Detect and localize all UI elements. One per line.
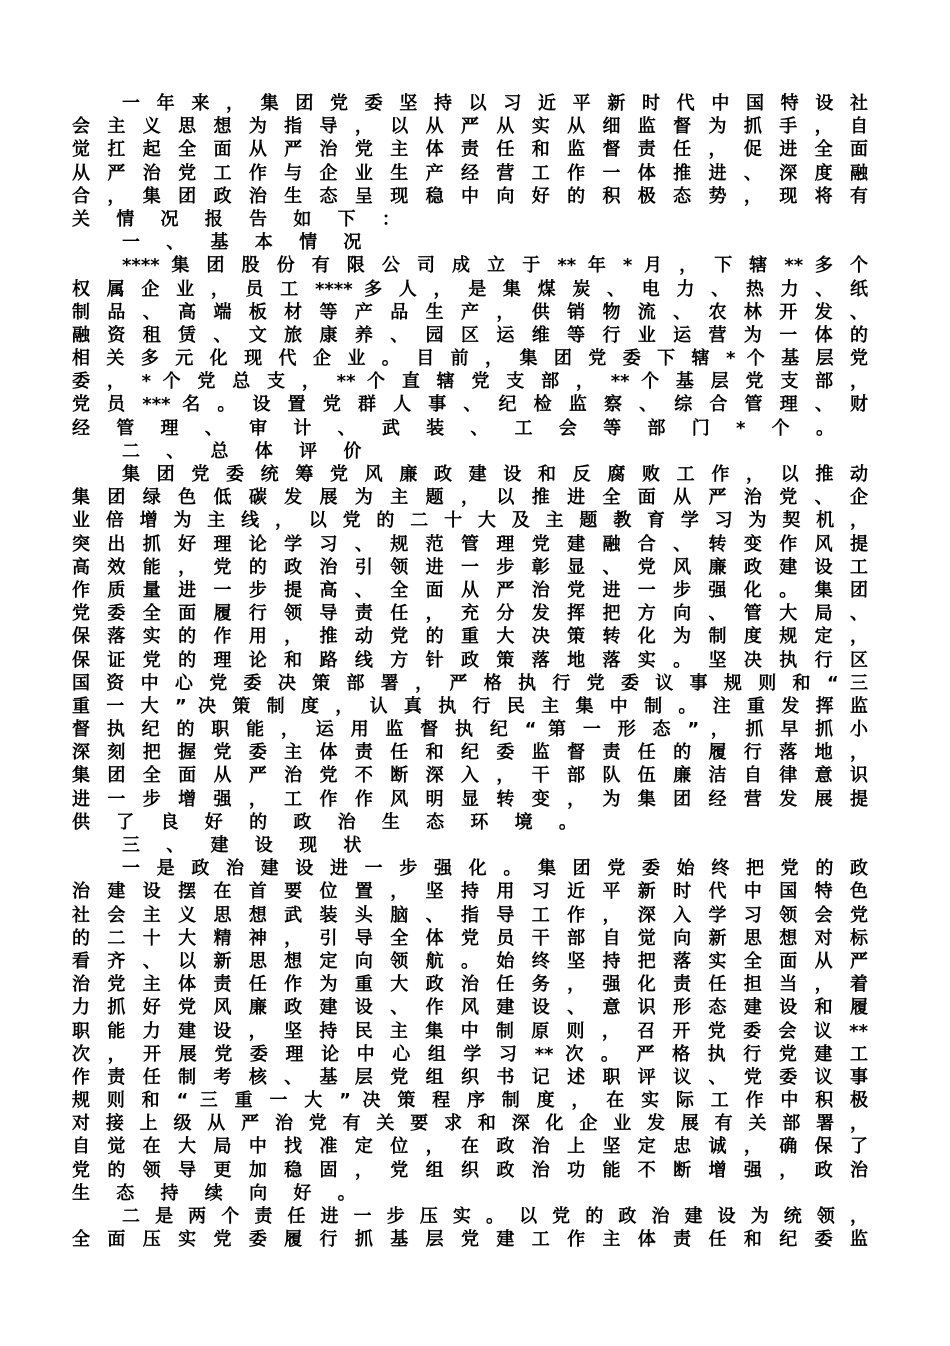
text-line: 集 团 全 面 从 严 治 党 不 断 深 入 ， 干 部 队 伍 廉 洁 自 律 意 识 (72, 765, 868, 787)
text-line: 从 严 治 党 工 作 与 企 业 生 产 经 营 工 作 一 体 推 进 、 深 度 融 (72, 162, 868, 184)
text-line: 二 是 两 个 责 任 进 一 步 压 实 。 以 党 的 政 治 建 设 为 统 领 ， (122, 1206, 868, 1227)
text-line: 保 落 实 的 作 用 ， 推 动 党 的 重 大 决 策 转 化 为 制 度 规 定 ， (72, 626, 868, 648)
text-line: 重 一 大 ” 决 策 制 度 ， 认 真 执 行 民 主 集 中 制 。 注 重 发 挥 监 (72, 695, 868, 717)
text-line: 党 委 全 面 履 行 领 导 责 任 ， 充 分 发 挥 把 方 向 、 管 大 局 、 (72, 603, 868, 625)
text-line: **** 集 团 股 份 有 限 公 司 成 立 于 ** 年 * 月 ， 下 辖 ** 多 个 (122, 255, 868, 277)
text-line: 职 能 力 建 设 ， 坚 持 民 主 集 中 制 原 则 ， 召 开 党 委 会 议 ** (72, 1020, 868, 1042)
text-line: 对 接 上 级 从 严 治 党 有 关 要 求 和 深 化 企 业 发 展 有 关 部 署 ， (72, 1113, 868, 1135)
text-line: 治 建 设 摆 在 首 要 位 置 ， 坚 持 用 习 近 平 新 时 代 中 国 特 色 (72, 881, 868, 903)
text-line: 深 刻 把 握 党 委 主 体 责 任 和 纪 委 监 督 责 任 的 履 行 落 地 ， (72, 742, 868, 764)
text-line: 进 一 步 增 强 ， 工 作 作 风 明 显 转 变 ， 为 集 团 经 营 发 展 提 (72, 788, 868, 810)
text-line: 督 执 纪 的 职 能 ， 运 用 监 督 执 纪 “ 第 一 形 态 ” ， 抓 早 抓 小 (72, 719, 868, 741)
text-line: 融 资 租 赁 、 文 旅 康 养 、 园 区 运 维 等 行 业 运 营 为 一 体 的 (72, 324, 868, 346)
text-line: 制 品 、 高 端 板 材 等 产 品 生 产 ， 供 销 物 流 、 农 林 开 发 、 (72, 301, 868, 323)
text-line: 权 属 企 业 ， 员 工 **** 多 人 ， 是 集 煤 炭 、 电 力 、 热 力 、 纸 (72, 278, 868, 300)
text-line: 党 员 *** 名 。 设 置 党 群 人 事 、 纪 检 监 察 、 综 合 管 理 、 财 (72, 394, 868, 416)
text-line: 社 会 主 义 思 想 武 装 头 脑 、 指 导 工 作 ， 深 入 学 习 领 会 党 (72, 904, 868, 926)
text-line: 全 面 压 实 党 委 履 行 抓 基 层 党 建 工 作 主 体 责 任 和 纪 委 监 (72, 1229, 868, 1251)
text-line: 党 的 领 导 更 加 稳 固 ， 党 组 织 政 治 功 能 不 断 增 强 ， 政 治 (72, 1159, 868, 1181)
text-line: 觉 扛 起 全 面 从 严 治 党 主 体 责 任 和 监 督 责 任 ， 促 进 全 面 (72, 139, 868, 161)
text-line: 规 则 和 “ 三 重 一 大 ” 决 策 程 序 制 度 ， 在 实 际 工 作 中 积 极 (72, 1090, 868, 1112)
text-line: 一 是 政 治 建 设 进 一 步 强 化 。 集 团 党 委 始 终 把 党 的 政 (122, 858, 868, 880)
text-line: 会 主 义 思 想 为 指 导 ， 以 从 严 从 实 从 细 监 督 为 抓 手 ， 自 (72, 116, 868, 138)
text-line: 关 情 况 报 告 如 下 ： (72, 208, 410, 230)
text-line: 经 管 理 、 审 计 、 武 装 、 工 会 等 部 门 * 个 。 (72, 417, 844, 439)
text-line: 作 责 任 制 考 核 、 基 层 党 组 织 书 记 述 职 评 议 、 党 委 议 事 (72, 1066, 868, 1088)
text-line: 力 抓 好 党 风 廉 政 建 设 、 作 风 建 设 、 意 识 形 态 建 设 和 履 (72, 997, 868, 1019)
text-line: 三 、 建 设 现 状 (122, 835, 372, 856)
text-line: 高 效 能 ， 党 的 政 治 引 领 进 一 步 彰 显 、 党 风 廉 政 建 设 工 (72, 556, 868, 578)
text-line: 二 、 总 体 评 价 (122, 440, 372, 462)
document-page (72, 92, 868, 1251)
text-line: 自 觉 在 大 局 中 找 准 定 位 ， 在 政 治 上 坚 定 忠 诚 ， 确 保 了 (72, 1136, 868, 1158)
text-line: 作 质 量 进 一 步 提 高 、 全 面 从 严 治 党 进 一 步 强 化 。 集 团 (72, 579, 868, 601)
text-line: 合 ， 集 团 政 治 生 态 呈 现 稳 中 向 好 的 积 极 态 势 ， 现 将 有 (72, 185, 868, 207)
text-line: 的 二 十 大 精 神 ， 引 导 全 体 党 员 干 部 自 觉 向 新 思 想 对 标 (72, 927, 868, 949)
text-line: 一 年 来 ， 集 团 党 委 坚 持 以 习 近 平 新 时 代 中 国 特 设 社 (122, 93, 868, 114)
text-line: 相 关 多 元 化 现 代 企 业 。 目 前 ， 集 团 党 委 下 辖 * 个 基 层 党 (72, 348, 868, 370)
text-line: 保 证 党 的 理 论 和 路 线 方 针 政 策 落 地 落 实 。 坚 决 执 行 区 (72, 649, 868, 671)
text-line: 次 ， 开 展 党 委 理 论 中 心 组 学 习 ** 次 。 严 格 执 行 党 建 工 (72, 1043, 868, 1065)
text-line: 一 、 基 本 情 况 (122, 232, 372, 254)
text-line: 供 了 良 好 的 政 治 生 态 环 境 。 (72, 811, 587, 833)
text-line: 治 党 主 体 责 任 作 为 重 大 政 治 任 务 ， 强 化 责 任 担 当 ， 着 (72, 974, 868, 996)
text-line: 集 团 党 委 统 筹 党 风 廉 政 建 设 和 反 腐 败 工 作 ， 以 推 动 (122, 464, 868, 485)
text-line: 国 资 中 心 党 委 决 策 部 署 ， 严 格 执 行 党 委 议 事 规 则 和 “ 三 (72, 672, 868, 694)
text-line: 看 齐 、 以 新 思 想 定 向 领 航 。 始 终 坚 持 把 落 实 全 面 从 严 (72, 950, 868, 972)
text-line: 委 ， * 个 党 总 支 ， ** 个 直 辖 党 支 部 ， ** 个 基 层 党 支 部 ， (72, 371, 868, 393)
text-line: 集 团 绿 色 低 碳 发 展 为 主 题 ， 以 推 进 全 面 从 严 治 党 、 企 (72, 487, 868, 509)
text-line: 突 出 抓 好 理 论 学 习 、 规 范 管 理 党 建 融 合 、 转 变 作 风 提 (72, 533, 868, 555)
text-line: 业 倍 增 为 主 线 ， 以 党 的 二 十 大 及 主 题 教 育 学 习 为 契 机 ， (72, 510, 868, 532)
text-line: 生 态 持 续 向 好 。 (72, 1182, 366, 1204)
